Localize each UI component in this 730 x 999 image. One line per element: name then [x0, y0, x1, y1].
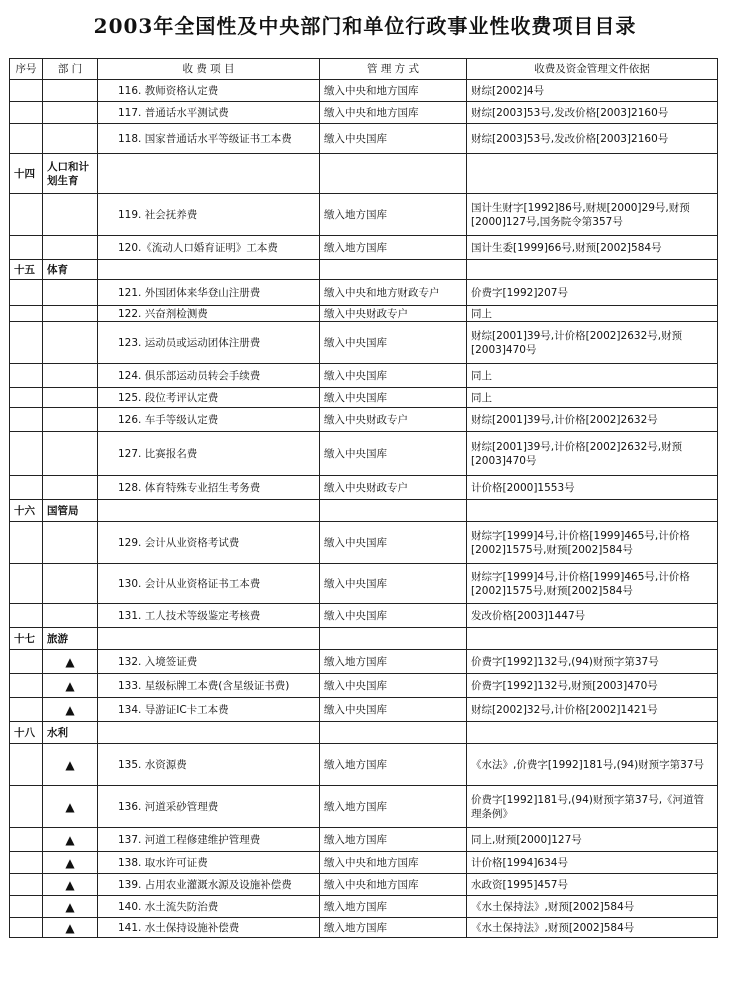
cell-fee-item: 134. 导游证IC卡工本费 — [98, 698, 320, 722]
cell-management: 缴入地方国库 — [320, 918, 467, 938]
cell-management — [320, 260, 467, 280]
cell-fee-item — [98, 260, 320, 280]
cell-department: ▲ — [43, 650, 98, 674]
cell-department: ▲ — [43, 852, 98, 874]
cell-department: 旅游 — [43, 628, 98, 650]
category-row — [10, 722, 718, 744]
cell-department — [43, 432, 98, 476]
cell-management: 缴入中央国库 — [320, 522, 467, 564]
cell-management — [320, 500, 467, 522]
table-row — [10, 194, 718, 236]
cell-management: 缴入中央财政专户 — [320, 306, 467, 322]
cell-basis: 同上,财预[2000]127号 — [467, 828, 718, 852]
table-row — [10, 896, 718, 918]
cell-basis: 价费字[1992]132号,(94)财预字第37号 — [467, 650, 718, 674]
cell-basis — [467, 722, 718, 744]
cell-index — [10, 522, 43, 564]
table-row — [10, 604, 718, 628]
cell-basis: 水政资[1995]457号 — [467, 874, 718, 896]
cell-basis — [467, 500, 718, 522]
cell-management: 缴入中央国库 — [320, 698, 467, 722]
cell-management: 缴入地方国库 — [320, 236, 467, 260]
cell-management: 缴入中央和地方财政专户 — [320, 280, 467, 306]
table-header-row — [10, 59, 718, 80]
table-row — [10, 80, 718, 102]
col-header-basis: 收费及资金管理文件依据 — [467, 59, 718, 80]
cell-department: ▲ — [43, 918, 98, 938]
cell-fee-item: 135. 水资源费 — [98, 744, 320, 786]
cell-department — [43, 280, 98, 306]
cell-fee-item: 117. 普通话水平测试费 — [98, 102, 320, 124]
cell-index: 十八 — [10, 722, 43, 744]
cell-department: ▲ — [43, 674, 98, 698]
cell-fee-item: 139. 占用农业灌溉水源及设施补偿费 — [98, 874, 320, 896]
table-row — [10, 124, 718, 154]
cell-fee-item: 133. 星级标牌工本费(含星级证书费) — [98, 674, 320, 698]
cell-department: 体育 — [43, 260, 98, 280]
cell-basis: 财综[2003]53号,发改价格[2003]2160号 — [467, 102, 718, 124]
cell-index — [10, 124, 43, 154]
cell-index — [10, 918, 43, 938]
cell-management: 缴入地方国库 — [320, 194, 467, 236]
cell-management: 缴入地方国库 — [320, 650, 467, 674]
cell-fee-item: 121. 外国团体来华登山注册费 — [98, 280, 320, 306]
cell-fee-item — [98, 154, 320, 194]
table-row — [10, 280, 718, 306]
cell-index — [10, 698, 43, 722]
cell-department — [43, 522, 98, 564]
cell-department — [43, 236, 98, 260]
col-header-department: 部 门 — [43, 59, 98, 80]
col-header-index: 序号 — [10, 59, 43, 80]
cell-department — [43, 322, 98, 364]
page-title: 2003年全国性及中央部门和单位行政事业性收费项目目录 — [93, 14, 637, 38]
cell-department — [43, 388, 98, 408]
cell-department — [43, 80, 98, 102]
cell-index — [10, 236, 43, 260]
cell-index: 十七 — [10, 628, 43, 650]
cell-basis — [467, 260, 718, 280]
cell-index — [10, 80, 43, 102]
cell-department — [43, 564, 98, 604]
cell-management: 缴入中央财政专户 — [320, 476, 467, 500]
cell-fee-item: 119. 社会抚养费 — [98, 194, 320, 236]
category-row — [10, 628, 718, 650]
cell-basis: 价费字[1992]132号,财预[2003]470号 — [467, 674, 718, 698]
cell-index — [10, 306, 43, 322]
cell-department — [43, 604, 98, 628]
cell-basis: 财综字[1999]4号,计价格[1999]465号,计价格[2002]1575号,财预[2002]584号 — [467, 564, 718, 604]
cell-department: ▲ — [43, 744, 98, 786]
cell-management: 缴入中央国库 — [320, 322, 467, 364]
cell-basis: 价费字[1992]181号,(94)财预字第37号,《河道管理条例》 — [467, 786, 718, 828]
cell-index — [10, 432, 43, 476]
cell-basis: 财综字[1999]4号,计价格[1999]465号,计价格[2002]1575号,财预[2002]584号 — [467, 522, 718, 564]
table-row — [10, 408, 718, 432]
table-row — [10, 522, 718, 564]
cell-basis: 同上 — [467, 306, 718, 322]
cell-department — [43, 124, 98, 154]
cell-basis: 财综[2001]39号,计价格[2002]2632号 — [467, 408, 718, 432]
table-body — [10, 80, 718, 938]
table-row — [10, 650, 718, 674]
cell-management: 缴入地方国库 — [320, 896, 467, 918]
cell-department — [43, 476, 98, 500]
cell-basis: 同上 — [467, 388, 718, 408]
cell-basis: 价费字[1992]207号 — [467, 280, 718, 306]
category-row — [10, 260, 718, 280]
fee-table — [9, 58, 718, 938]
cell-basis: 《水土保持法》,财预[2002]584号 — [467, 918, 718, 938]
cell-basis: 《水土保持法》,财预[2002]584号 — [467, 896, 718, 918]
cell-management: 缴入中央和地方国库 — [320, 80, 467, 102]
cell-basis — [467, 628, 718, 650]
cell-basis: 发改价格[2003]1447号 — [467, 604, 718, 628]
cell-department: ▲ — [43, 786, 98, 828]
cell-fee-item: 131. 工人技术等级鉴定考核费 — [98, 604, 320, 628]
cell-basis: 财综[2001]39号,计价格[2002]2632号,财预[2003]470号 — [467, 432, 718, 476]
cell-fee-item: 127. 比赛报名费 — [98, 432, 320, 476]
cell-management: 缴入中央和地方国库 — [320, 874, 467, 896]
cell-index — [10, 650, 43, 674]
table-row — [10, 322, 718, 364]
cell-fee-item: 123. 运动员或运动团体注册费 — [98, 322, 320, 364]
table-row — [10, 364, 718, 388]
table-row — [10, 874, 718, 896]
cell-department: ▲ — [43, 874, 98, 896]
cell-department — [43, 306, 98, 322]
cell-fee-item — [98, 628, 320, 650]
cell-basis: 财综[2001]39号,计价格[2002]2632号,财预[2003]470号 — [467, 322, 718, 364]
cell-management — [320, 628, 467, 650]
table-row — [10, 786, 718, 828]
cell-index — [10, 102, 43, 124]
cell-department: ▲ — [43, 698, 98, 722]
cell-management: 缴入中央国库 — [320, 604, 467, 628]
cell-index — [10, 408, 43, 432]
cell-index: 十五 — [10, 260, 43, 280]
cell-index — [10, 280, 43, 306]
cell-basis: 《水法》,价费字[1992]181号,(94)财预字第37号 — [467, 744, 718, 786]
cell-index — [10, 674, 43, 698]
table-row — [10, 432, 718, 476]
cell-fee-item — [98, 722, 320, 744]
cell-basis: 计价格[2000]1553号 — [467, 476, 718, 500]
table-row — [10, 744, 718, 786]
cell-department: ▲ — [43, 828, 98, 852]
cell-index — [10, 786, 43, 828]
cell-basis: 财综[2002]4号 — [467, 80, 718, 102]
cell-index — [10, 828, 43, 852]
cell-index — [10, 604, 43, 628]
col-header-management: 管 理 方 式 — [320, 59, 467, 80]
cell-fee-item: 138. 取水许可证费 — [98, 852, 320, 874]
cell-fee-item: 137. 河道工程修建维护管理费 — [98, 828, 320, 852]
cell-fee-item: 118. 国家普通话水平等级证书工本费 — [98, 124, 320, 154]
cell-fee-item: 122. 兴奋剂检测费 — [98, 306, 320, 322]
cell-basis: 国计生委[1999]66号,财预[2002]584号 — [467, 236, 718, 260]
table-row — [10, 236, 718, 260]
cell-index: 十四 — [10, 154, 43, 194]
cell-department: 国管局 — [43, 500, 98, 522]
cell-fee-item: 136. 河道采砂管理费 — [98, 786, 320, 828]
cell-department: ▲ — [43, 896, 98, 918]
cell-management: 缴入地方国库 — [320, 744, 467, 786]
table-row — [10, 674, 718, 698]
cell-management: 缴入中央国库 — [320, 364, 467, 388]
cell-management — [320, 154, 467, 194]
cell-fee-item: 116. 教师资格认定费 — [98, 80, 320, 102]
cell-fee-item: 124. 俱乐部运动员转会手续费 — [98, 364, 320, 388]
cell-index: 十六 — [10, 500, 43, 522]
cell-management: 缴入中央国库 — [320, 388, 467, 408]
table-row — [10, 388, 718, 408]
cell-index — [10, 744, 43, 786]
cell-basis: 财综[2002]32号,计价格[2002]1421号 — [467, 698, 718, 722]
cell-fee-item: 132. 入境签证费 — [98, 650, 320, 674]
cell-index — [10, 476, 43, 500]
cell-management: 缴入中央和地方国库 — [320, 102, 467, 124]
category-row — [10, 154, 718, 194]
cell-fee-item: 130. 会计从业资格证书工本费 — [98, 564, 320, 604]
cell-basis: 计价格[1994]634号 — [467, 852, 718, 874]
cell-index — [10, 364, 43, 388]
cell-management: 缴入中央财政专户 — [320, 408, 467, 432]
table-row — [10, 564, 718, 604]
table-row — [10, 698, 718, 722]
cell-management — [320, 722, 467, 744]
cell-fee-item: 120.《流动人口婚育证明》工本费 — [98, 236, 320, 260]
cell-index — [10, 564, 43, 604]
cell-management: 缴入中央国库 — [320, 124, 467, 154]
cell-management: 缴入地方国库 — [320, 786, 467, 828]
cell-department — [43, 194, 98, 236]
cell-index — [10, 194, 43, 236]
cell-basis: 同上 — [467, 364, 718, 388]
cell-basis: 国计生财字[1992]86号,财规[2000]29号,财预[2000]127号,国务院令第357号 — [467, 194, 718, 236]
cell-department — [43, 364, 98, 388]
col-header-fee-item: 收 费 项 目 — [98, 59, 320, 80]
category-row — [10, 500, 718, 522]
cell-index — [10, 322, 43, 364]
cell-management: 缴入中央和地方国库 — [320, 852, 467, 874]
cell-department — [43, 408, 98, 432]
cell-basis: 财综[2003]53号,发改价格[2003]2160号 — [467, 124, 718, 154]
cell-management: 缴入中央国库 — [320, 432, 467, 476]
cell-index — [10, 852, 43, 874]
cell-fee-item: 140. 水土流失防治费 — [98, 896, 320, 918]
table-row — [10, 102, 718, 124]
cell-basis — [467, 154, 718, 194]
cell-fee-item: 126. 车手等级认定费 — [98, 408, 320, 432]
cell-management: 缴入中央国库 — [320, 674, 467, 698]
cell-fee-item: 141. 水土保持设施补偿费 — [98, 918, 320, 938]
cell-index — [10, 388, 43, 408]
table-row — [10, 476, 718, 500]
cell-fee-item: 129. 会计从业资格考试费 — [98, 522, 320, 564]
cell-department: 人口和计划生育 — [43, 154, 98, 194]
table-row — [10, 918, 718, 938]
cell-fee-item: 125. 段位考评认定费 — [98, 388, 320, 408]
cell-management: 缴入地方国库 — [320, 828, 467, 852]
table-row — [10, 828, 718, 852]
cell-index — [10, 896, 43, 918]
cell-index — [10, 874, 43, 896]
cell-department: 水利 — [43, 722, 98, 744]
cell-fee-item — [98, 500, 320, 522]
table-row — [10, 306, 718, 322]
cell-department — [43, 102, 98, 124]
cell-fee-item: 128. 体育特殊专业招生考务费 — [98, 476, 320, 500]
cell-management: 缴入中央国库 — [320, 564, 467, 604]
table-row — [10, 852, 718, 874]
